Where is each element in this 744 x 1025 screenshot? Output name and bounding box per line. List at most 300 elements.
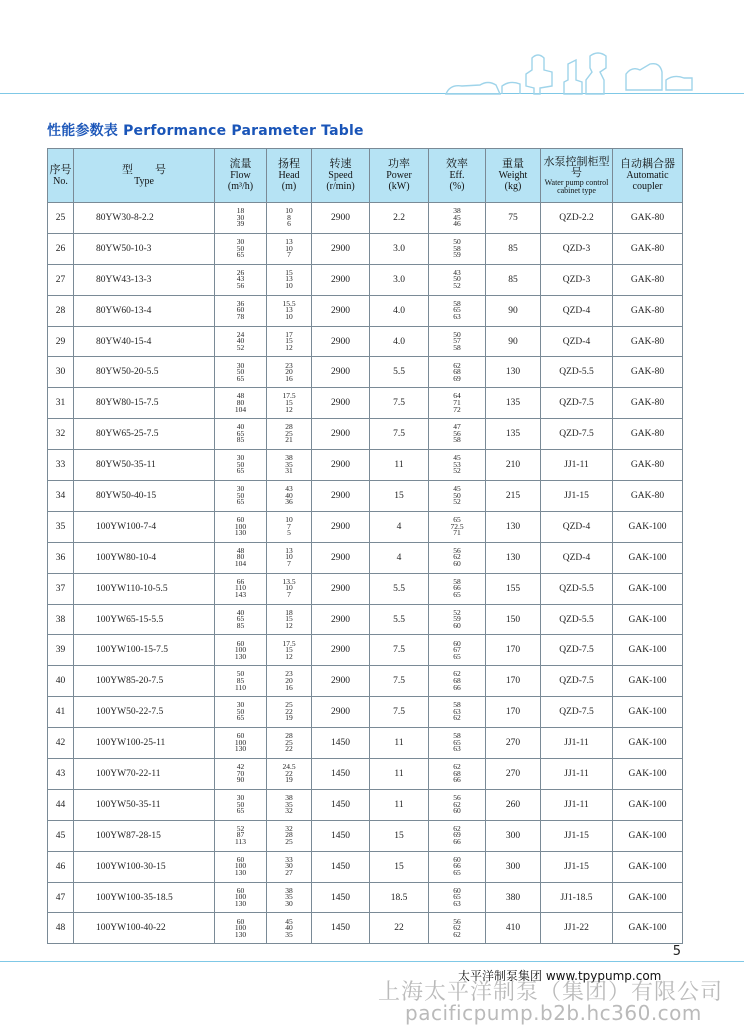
col-header-coupler: 自动耦合器 Automatic coupler — [613, 149, 683, 203]
cell-type: 80YW50-10-3 — [74, 233, 215, 264]
cell-eff-value: 56 — [453, 792, 461, 802]
cell-head — [267, 203, 312, 234]
table-row — [48, 635, 683, 666]
cell-flow-value: 56 — [236, 281, 245, 291]
cell-type: 100YW100-35-18.5 — [74, 882, 215, 913]
cell-flow-value: 80 — [236, 552, 245, 562]
cell-eff — [429, 635, 486, 666]
cell-eff-value: 58 — [453, 342, 461, 352]
col-header-cabinet: 水泵控制柜型号 Water pump control cabinet type — [541, 149, 613, 203]
cell-flow-value: 60 — [236, 305, 245, 315]
cell-weight: 270 — [486, 728, 541, 759]
cell-head-value: 12 — [285, 404, 293, 414]
cell-eff-value: 66 — [453, 861, 461, 871]
cell-flow — [215, 450, 267, 481]
cell-power: 3.0 — [370, 233, 429, 264]
cell-eff-value: 50 — [453, 274, 461, 284]
cell-eff — [429, 697, 486, 728]
cell-head-value: 17.5 — [282, 638, 296, 648]
table-row — [48, 450, 683, 481]
watermark-url: pacificpump.b2b.hc360.com — [405, 1001, 702, 1025]
cell-coupler: GAK-80 — [613, 450, 683, 481]
cell-flow-value: 80 — [236, 397, 245, 407]
cell-eff-value: 58 — [453, 435, 461, 445]
cell-power: 7.5 — [370, 635, 429, 666]
cell-speed: 2900 — [312, 357, 370, 388]
table-row — [48, 233, 683, 264]
cell-eff-value: 63 — [453, 706, 461, 716]
cell-coupler: GAK-100 — [613, 789, 683, 820]
cell-head — [267, 450, 312, 481]
cell-flow-value: 65 — [236, 497, 245, 507]
cell-cabinet: QZD-7.5 — [541, 666, 613, 697]
cell-eff-value: 72.5 — [450, 521, 464, 531]
cell-power: 18.5 — [370, 882, 429, 913]
cell-eff-value: 57 — [453, 336, 461, 346]
cell-eff-value: 60 — [453, 638, 461, 648]
cell-coupler: GAK-100 — [613, 635, 683, 666]
cell-eff-value: 58 — [453, 731, 461, 741]
cell-head — [267, 697, 312, 728]
cell-head-value: 23 — [285, 669, 293, 679]
cell-eff-value: 50 — [453, 329, 461, 339]
cell-speed: 2900 — [312, 233, 370, 264]
cell-flow-value: 50 — [236, 490, 245, 500]
cell-eff-value: 71 — [453, 528, 461, 538]
cell-cabinet: JJ1-22 — [541, 913, 613, 944]
cell-flow-value: 52 — [236, 823, 245, 833]
cell-flow-value: 65 — [236, 806, 245, 816]
cell-eff-value: 60 — [453, 620, 461, 630]
cell-coupler: GAK-80 — [613, 203, 683, 234]
cell-flow-value: 50 — [236, 669, 245, 679]
cell-no: 48 — [48, 913, 74, 944]
cell-head-value: 22 — [285, 768, 293, 778]
cell-weight: 210 — [486, 450, 541, 481]
table-row — [48, 419, 683, 450]
cell-no: 28 — [48, 295, 74, 326]
table-row — [48, 542, 683, 573]
cell-head-value: 16 — [285, 682, 293, 692]
cell-power: 7.5 — [370, 697, 429, 728]
cell-cabinet: JJ1-18.5 — [541, 882, 613, 913]
cell-power: 4 — [370, 542, 429, 573]
cell-eff-value: 66 — [453, 775, 461, 785]
table-header-row — [48, 149, 683, 203]
cell-eff — [429, 759, 486, 790]
cell-eff — [429, 573, 486, 604]
table-row — [48, 573, 683, 604]
table-row — [48, 820, 683, 851]
table-row — [48, 697, 683, 728]
table-row — [48, 203, 683, 234]
cell-head — [267, 789, 312, 820]
cell-head-value: 28 — [285, 731, 293, 741]
cell-eff — [429, 388, 486, 419]
cell-cabinet: QZD-3 — [541, 233, 613, 264]
cell-head-value: 13 — [285, 236, 293, 246]
cell-head — [267, 542, 312, 573]
cell-cabinet: QZD-4 — [541, 511, 613, 542]
cell-eff — [429, 203, 486, 234]
cell-type: 100YW85-20-7.5 — [74, 666, 215, 697]
cell-no: 41 — [48, 697, 74, 728]
cell-head-value: 10 — [285, 206, 293, 216]
cell-speed: 1450 — [312, 759, 370, 790]
cell-eff — [429, 882, 486, 913]
cell-eff-value: 65 — [453, 651, 461, 661]
cell-coupler: GAK-80 — [613, 481, 683, 512]
cell-speed: 2900 — [312, 450, 370, 481]
cell-coupler: GAK-80 — [613, 388, 683, 419]
cell-speed: 1450 — [312, 913, 370, 944]
cell-no: 29 — [48, 326, 74, 357]
cell-coupler: GAK-100 — [613, 573, 683, 604]
cell-head-value: 7 — [287, 250, 291, 260]
cell-eff-value: 60 — [453, 885, 461, 895]
cell-head — [267, 666, 312, 697]
cell-eff-value: 65 — [453, 589, 461, 599]
cell-coupler: GAK-100 — [613, 666, 683, 697]
cell-flow-value: 60 — [236, 916, 245, 926]
cell-no: 30 — [48, 357, 74, 388]
cell-power: 15 — [370, 820, 429, 851]
cell-no: 33 — [48, 450, 74, 481]
cell-no: 34 — [48, 481, 74, 512]
cell-cabinet: JJ1-15 — [541, 851, 613, 882]
cell-flow — [215, 820, 267, 851]
cell-eff-value: 46 — [453, 219, 461, 229]
cell-head-value: 35 — [285, 459, 293, 469]
cell-speed: 1450 — [312, 728, 370, 759]
cell-type: 80YW50-35-11 — [74, 450, 215, 481]
cell-cabinet: QZD-4 — [541, 295, 613, 326]
cell-head-value: 15 — [285, 397, 293, 407]
cell-head-value: 38 — [285, 792, 293, 802]
col-header-eff: 效率 Eff. (%) — [429, 149, 486, 203]
cell-type: 80YW30-8-2.2 — [74, 203, 215, 234]
cell-eff-value: 62 — [453, 669, 461, 679]
footer-rule — [0, 961, 744, 962]
cell-cabinet: QZD-5.5 — [541, 357, 613, 388]
cell-eff-value: 59 — [453, 250, 461, 260]
cell-head — [267, 326, 312, 357]
cell-head-value: 28 — [285, 422, 293, 432]
cell-weight: 85 — [486, 264, 541, 295]
cell-flow-value: 48 — [236, 391, 245, 401]
cell-speed: 2900 — [312, 542, 370, 573]
cell-type: 100YW50-35-11 — [74, 789, 215, 820]
cell-eff-value: 68 — [453, 367, 461, 377]
cell-cabinet: JJ1-15 — [541, 481, 613, 512]
cell-weight: 300 — [486, 820, 541, 851]
cell-head-value: 13.5 — [282, 576, 296, 586]
cell-power: 2.2 — [370, 203, 429, 234]
footer-company-url: 太平洋制泵集团 www.tpypump.com — [458, 969, 662, 983]
cell-eff — [429, 666, 486, 697]
cell-eff-value: 58 — [453, 576, 461, 586]
cell-eff-value: 62 — [453, 929, 461, 939]
cell-flow-value: 110 — [235, 583, 246, 593]
table-row — [48, 882, 683, 913]
cell-flow-value: 90 — [236, 775, 245, 785]
cell-weight: 135 — [486, 388, 541, 419]
cell-weight: 170 — [486, 666, 541, 697]
cell-head-value: 10 — [285, 552, 293, 562]
cell-weight: 270 — [486, 759, 541, 790]
cell-head — [267, 419, 312, 450]
cell-eff-value: 52 — [453, 281, 461, 291]
cell-flow-value: 100 — [234, 892, 247, 902]
cell-head — [267, 882, 312, 913]
cell-flow-value: 48 — [236, 545, 245, 555]
cell-weight: 90 — [486, 295, 541, 326]
watermark-company: 上海太平洋制泵（集团）有限公司 — [378, 980, 724, 1005]
cell-speed: 2900 — [312, 264, 370, 295]
cell-no: 42 — [48, 728, 74, 759]
cell-coupler: GAK-80 — [613, 357, 683, 388]
cell-head-value: 8 — [287, 212, 291, 222]
cell-eff — [429, 820, 486, 851]
cell-flow-value: 50 — [236, 243, 245, 253]
cell-head — [267, 481, 312, 512]
col-header-flow: 流量 Flow (m³/h) — [215, 149, 267, 203]
cell-head — [267, 728, 312, 759]
cell-cabinet: JJ1-11 — [541, 728, 613, 759]
page-title: 性能参数表 Performance Parameter Table — [47, 123, 364, 139]
cell-flow-value: 130 — [234, 867, 247, 877]
cell-head-value: 7 — [287, 589, 291, 599]
cell-head-value: 33 — [285, 854, 293, 864]
cell-flow-value: 100 — [234, 521, 247, 531]
cell-type: 80YW65-25-7.5 — [74, 419, 215, 450]
cell-flow-value: 100 — [234, 923, 247, 933]
cell-flow-value: 130 — [234, 651, 247, 661]
cell-cabinet: QZD-7.5 — [541, 635, 613, 666]
cell-flow — [215, 295, 267, 326]
cell-speed: 2900 — [312, 419, 370, 450]
cell-head-value: 40 — [285, 490, 293, 500]
cell-eff — [429, 450, 486, 481]
cell-no: 26 — [48, 233, 74, 264]
cell-head — [267, 913, 312, 944]
cell-head-value: 35 — [285, 929, 293, 939]
cell-power: 5.5 — [370, 604, 429, 635]
cell-weight: 260 — [486, 789, 541, 820]
cell-flow-value: 30 — [236, 484, 245, 494]
cell-power: 15 — [370, 481, 429, 512]
cell-weight: 130 — [486, 511, 541, 542]
cell-no: 36 — [48, 542, 74, 573]
table-row — [48, 728, 683, 759]
col-header-speed: 转速 Speed (r/min) — [312, 149, 370, 203]
cell-flow-value: 130 — [234, 744, 247, 754]
cell-head-value: 35 — [285, 892, 293, 902]
cell-cabinet: JJ1-11 — [541, 789, 613, 820]
cell-no: 31 — [48, 388, 74, 419]
cell-head-value: 7 — [287, 521, 291, 531]
cell-type: 100YW100-30-15 — [74, 851, 215, 882]
cell-no: 39 — [48, 635, 74, 666]
col-header-no: 序号 No. — [48, 149, 74, 203]
cell-power: 4.0 — [370, 295, 429, 326]
cell-power: 7.5 — [370, 388, 429, 419]
cell-weight: 130 — [486, 542, 541, 573]
col-header-head: 扬程 Head (m) — [267, 149, 312, 203]
cell-head-value: 32 — [285, 823, 293, 833]
cell-no: 32 — [48, 419, 74, 450]
cell-head-value: 45 — [285, 916, 293, 926]
cell-cabinet: QZD-7.5 — [541, 697, 613, 728]
cell-head — [267, 820, 312, 851]
cell-head-value: 10 — [285, 243, 293, 253]
cell-eff-value: 52 — [453, 607, 461, 617]
cell-speed: 2900 — [312, 326, 370, 357]
table-row — [48, 851, 683, 882]
performance-table — [47, 148, 683, 944]
cell-power: 15 — [370, 851, 429, 882]
cell-head-value: 17 — [285, 329, 293, 339]
cell-flow — [215, 233, 267, 264]
cell-head-value: 17.5 — [282, 391, 296, 401]
cell-head — [267, 295, 312, 326]
cell-weight: 90 — [486, 326, 541, 357]
table-row — [48, 666, 683, 697]
cell-power: 3.0 — [370, 264, 429, 295]
cell-eff-value: 68 — [453, 768, 461, 778]
cell-speed: 2900 — [312, 635, 370, 666]
cell-coupler: GAK-80 — [613, 264, 683, 295]
cell-eff-value: 63 — [453, 744, 461, 754]
cell-type: 100YW87-28-15 — [74, 820, 215, 851]
table-body — [48, 203, 683, 944]
cell-power: 11 — [370, 728, 429, 759]
table-row — [48, 481, 683, 512]
cell-coupler: GAK-100 — [613, 882, 683, 913]
cell-speed: 2900 — [312, 203, 370, 234]
cell-flow — [215, 542, 267, 573]
cell-type: 100YW100-15-7.5 — [74, 635, 215, 666]
cell-head — [267, 388, 312, 419]
cell-eff-value: 52 — [453, 466, 461, 476]
cell-head-value: 25 — [285, 700, 293, 710]
cell-eff-value: 63 — [453, 311, 461, 321]
cell-head — [267, 511, 312, 542]
cell-flow-value: 30 — [236, 236, 245, 246]
cell-type: 100YW100-40-22 — [74, 913, 215, 944]
cell-speed: 2900 — [312, 388, 370, 419]
cell-eff-value: 60 — [453, 854, 461, 864]
cell-cabinet: QZD-4 — [541, 326, 613, 357]
cell-cabinet: JJ1-11 — [541, 759, 613, 790]
cell-weight: 150 — [486, 604, 541, 635]
cell-type: 80YW40-15-4 — [74, 326, 215, 357]
page-number: 5 — [672, 944, 681, 959]
cell-coupler: GAK-100 — [613, 697, 683, 728]
cell-flow-value: 130 — [234, 929, 247, 939]
cell-head-value: 19 — [285, 775, 293, 785]
cell-weight: 155 — [486, 573, 541, 604]
cell-eff-value: 60 — [453, 806, 461, 816]
cell-cabinet: QZD-7.5 — [541, 388, 613, 419]
cell-weight: 300 — [486, 851, 541, 882]
cell-no: 44 — [48, 789, 74, 820]
cell-type: 100YW100-25-11 — [74, 728, 215, 759]
cell-speed: 2900 — [312, 573, 370, 604]
cell-flow-value: 78 — [236, 311, 245, 321]
cell-eff-value: 59 — [453, 614, 461, 624]
cell-speed: 2900 — [312, 697, 370, 728]
cell-flow — [215, 666, 267, 697]
cell-coupler: GAK-80 — [613, 295, 683, 326]
cell-head-value: 15 — [285, 645, 293, 655]
cell-type: 80YW50-20-5.5 — [74, 357, 215, 388]
cell-head-value: 27 — [285, 867, 293, 877]
cell-eff-value: 66 — [453, 837, 461, 847]
cell-head-value: 15 — [285, 336, 293, 346]
cell-head-value: 43 — [285, 484, 293, 494]
cell-eff-value: 65 — [453, 305, 461, 315]
pump-illustration-decor — [440, 50, 710, 102]
cell-coupler: GAK-100 — [613, 728, 683, 759]
cell-coupler: GAK-80 — [613, 326, 683, 357]
cell-coupler: GAK-100 — [613, 820, 683, 851]
cell-flow-value: 36 — [236, 298, 245, 308]
cell-eff — [429, 851, 486, 882]
cell-eff-value: 38 — [453, 206, 461, 216]
cell-head-value: 12 — [285, 620, 293, 630]
cell-eff-value: 47 — [453, 422, 461, 432]
cell-head — [267, 604, 312, 635]
cell-flow-value: 30 — [236, 360, 245, 370]
cell-head-value: 13 — [285, 274, 293, 284]
cell-head-value: 15.5 — [282, 298, 296, 308]
cell-type: 80YW60-13-4 — [74, 295, 215, 326]
cell-type: 80YW50-40-15 — [74, 481, 215, 512]
cell-flow — [215, 388, 267, 419]
cell-power: 4.0 — [370, 326, 429, 357]
cell-eff — [429, 511, 486, 542]
cell-head-value: 15 — [285, 267, 293, 277]
cell-no: 27 — [48, 264, 74, 295]
cell-cabinet: QZD-2.2 — [541, 203, 613, 234]
col-header-power: 功率 Power (kW) — [370, 149, 429, 203]
cell-flow-value: 85 — [236, 676, 245, 685]
cell-weight: 170 — [486, 697, 541, 728]
cell-coupler: GAK-100 — [613, 851, 683, 882]
cell-power: 11 — [370, 759, 429, 790]
cell-head-value: 32 — [285, 806, 293, 816]
cell-head-value: 12 — [285, 651, 293, 661]
cell-flow-value: 143 — [234, 589, 247, 599]
cell-type: 100YW65-15-5.5 — [74, 604, 215, 635]
table-row — [48, 913, 683, 944]
cell-head-value: 12 — [285, 342, 293, 352]
cell-flow — [215, 326, 267, 357]
cell-power: 11 — [370, 789, 429, 820]
table-row — [48, 759, 683, 790]
cell-cabinet: QZD-3 — [541, 264, 613, 295]
col-header-type: 型 号 Type — [74, 149, 215, 203]
cell-speed: 2900 — [312, 481, 370, 512]
cell-no: 38 — [48, 604, 74, 635]
cell-head — [267, 357, 312, 388]
cell-eff — [429, 264, 486, 295]
cell-head-value: 16 — [285, 373, 293, 383]
cell-eff-value: 69 — [453, 373, 461, 383]
cell-flow — [215, 913, 267, 944]
cell-coupler: GAK-100 — [613, 511, 683, 542]
